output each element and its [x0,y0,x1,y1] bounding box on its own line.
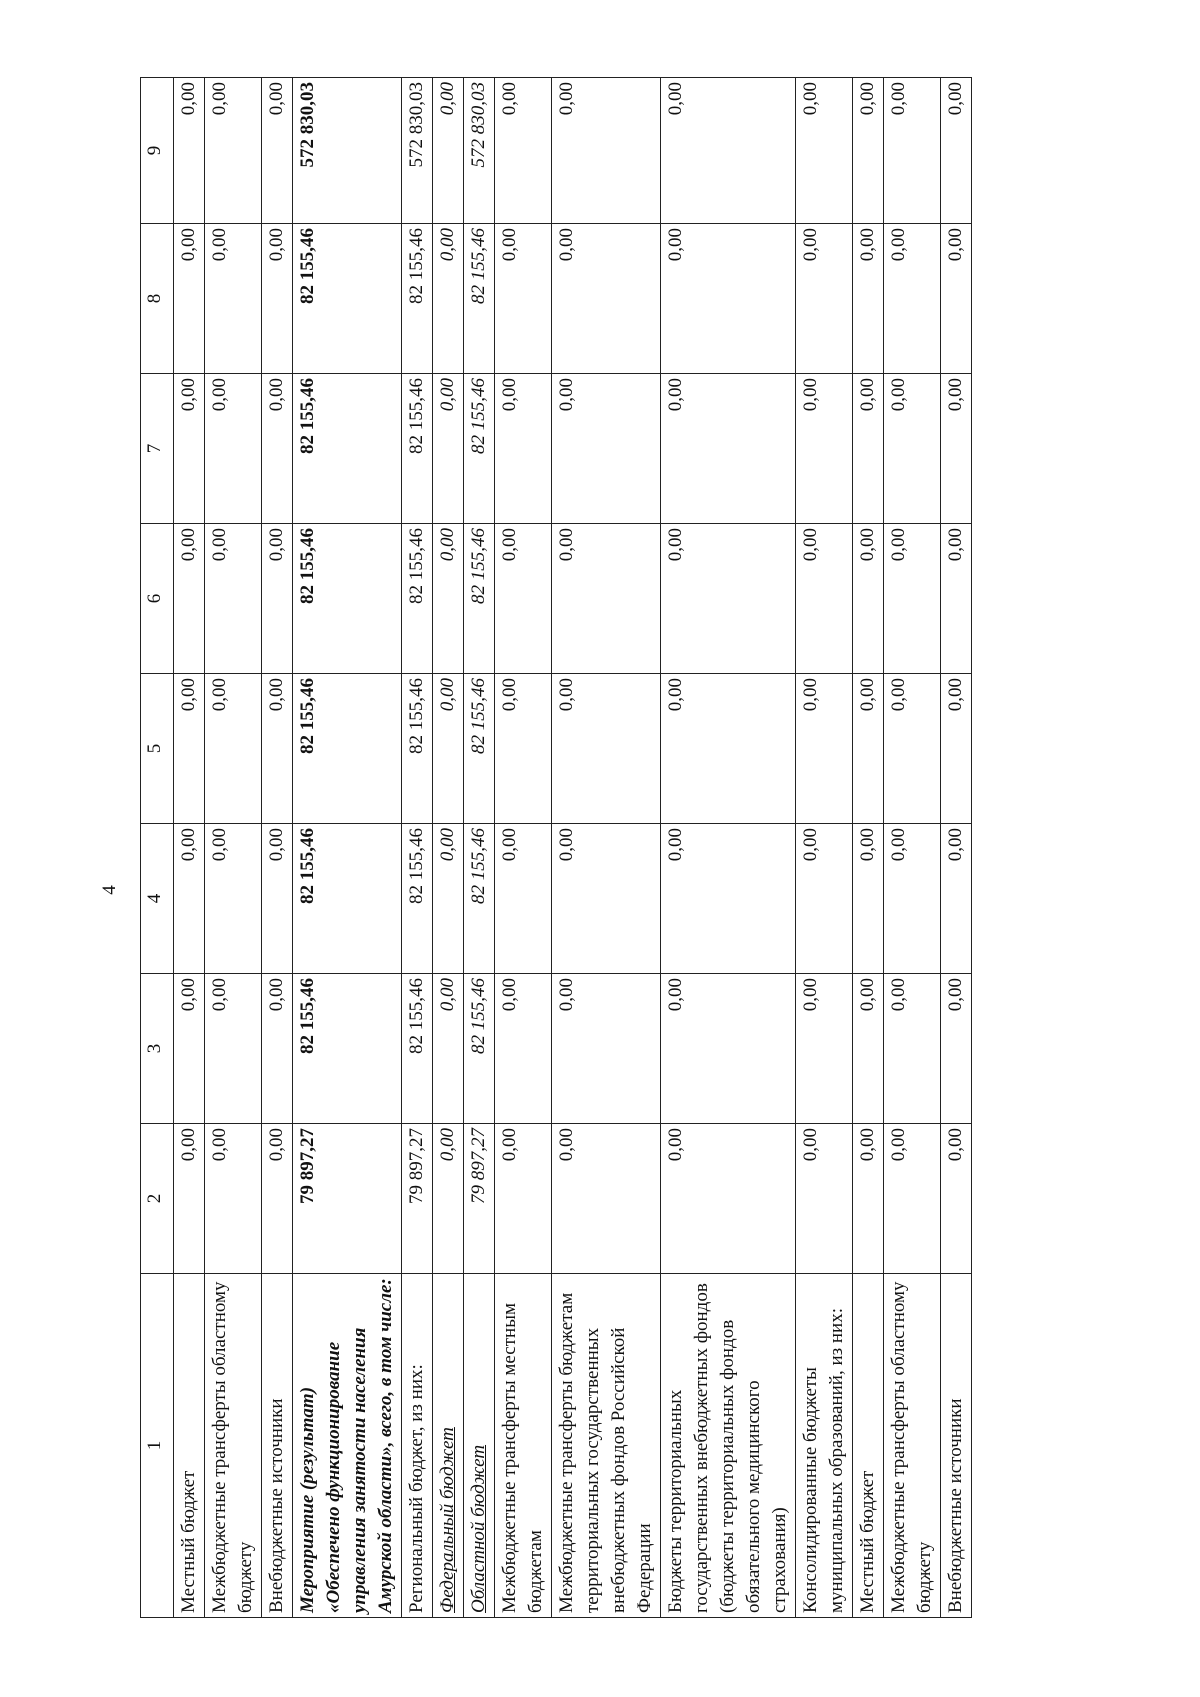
cell-value: 0,00 [495,824,552,974]
cell-value: 572 830,03 [293,78,402,224]
cell-value: 0,00 [174,1124,205,1274]
cell-value: 0,00 [661,974,796,1124]
cell-value: 0,00 [174,78,205,224]
rotated-table-container [140,78,1080,1618]
cell-value: 82 155,46 [402,524,433,674]
cell-value: 82 155,46 [402,224,433,374]
cell-value: 0,00 [941,974,972,1124]
table-body [174,78,972,1618]
cell-value: 0,00 [661,524,796,674]
cell-value: 0,00 [495,674,552,824]
cell-value: 82 155,46 [402,374,433,524]
cell-value: 0,00 [262,224,293,374]
cell-value: 0,00 [884,524,941,674]
row-label: Местный бюджет [853,1274,884,1618]
cell-value: 0,00 [853,824,884,974]
cell-value: 0,00 [174,524,205,674]
cell-value: 0,00 [262,524,293,674]
cell-value: 0,00 [941,824,972,974]
cell-value: 0,00 [552,1124,661,1274]
cell-value: 0,00 [205,974,262,1124]
cell-value: 0,00 [552,824,661,974]
cell-value: 0,00 [796,974,853,1124]
cell-value: 79 897,27 [293,1124,402,1274]
cell-value: 0,00 [262,374,293,524]
column-header-3: 3 [141,974,174,1124]
cell-value: 0,00 [552,78,661,224]
table-row [293,78,402,1618]
cell-value: 0,00 [941,1124,972,1274]
cell-value: 0,00 [853,974,884,1124]
cell-value: 0,00 [661,224,796,374]
cell-value: 82 155,46 [402,824,433,974]
cell-value: 0,00 [205,1124,262,1274]
row-label: Межбюджетные трансферты областному бюджету [205,1274,262,1618]
cell-value: 0,00 [552,524,661,674]
cell-value: 0,00 [495,1124,552,1274]
cell-value: 0,00 [262,974,293,1124]
table-row [941,78,972,1618]
cell-value: 82 155,46 [464,524,495,674]
cell-value: 0,00 [661,1124,796,1274]
cell-value: 79 897,27 [464,1124,495,1274]
cell-value: 0,00 [941,374,972,524]
cell-value: 0,00 [884,974,941,1124]
cell-value: 82 155,46 [464,824,495,974]
cell-value: 82 155,46 [293,974,402,1124]
budget-table [140,77,972,1618]
table-row [464,78,495,1618]
row-label: Бюджеты территориальных государственных внебюджетных фондов (бюджеты территориальных фондов обязательного медицинского страхования) [661,1274,796,1618]
cell-value: 82 155,46 [464,374,495,524]
table-row [796,78,853,1618]
row-label: Мероприятие (результат) «Обеспечено функционирование управления занятости населения Амурской области», всего, в том числе: [293,1274,402,1618]
cell-value: 0,00 [433,1124,464,1274]
cell-value: 0,00 [552,224,661,374]
cell-value: 0,00 [884,374,941,524]
cell-value: 0,00 [884,824,941,974]
cell-value: 0,00 [796,224,853,374]
cell-value: 0,00 [796,524,853,674]
cell-value: 0,00 [495,78,552,224]
cell-value: 0,00 [205,674,262,824]
cell-value: 0,00 [796,824,853,974]
table-header-row [141,78,174,1618]
row-label: Областной бюджет [464,1274,495,1618]
cell-value: 0,00 [661,78,796,224]
cell-value: 0,00 [433,974,464,1124]
table-row [884,78,941,1618]
cell-value: 0,00 [174,824,205,974]
row-label: Консолидированные бюджеты муниципальных образований, из них: [796,1274,853,1618]
cell-value: 0,00 [552,374,661,524]
cell-value: 0,00 [796,374,853,524]
cell-value: 0,00 [205,524,262,674]
row-label: Межбюджетные трансферты местным бюджетам [495,1274,552,1618]
column-header-6: 6 [141,524,174,674]
cell-value: 0,00 [262,78,293,224]
cell-value: 0,00 [262,674,293,824]
cell-value: 0,00 [433,674,464,824]
cell-value: 0,00 [796,1124,853,1274]
cell-value: 0,00 [262,824,293,974]
cell-value: 0,00 [433,374,464,524]
cell-value: 0,00 [174,974,205,1124]
table-row [661,78,796,1618]
cell-value: 0,00 [495,974,552,1124]
row-label: Внебюджетные источники [941,1274,972,1618]
cell-value: 0,00 [884,674,941,824]
cell-value: 0,00 [884,224,941,374]
cell-value: 82 155,46 [402,974,433,1124]
table-row [205,78,262,1618]
cell-value: 0,00 [205,78,262,224]
column-header-1: 1 [141,1274,174,1618]
cell-value: 0,00 [941,224,972,374]
cell-value: 0,00 [433,78,464,224]
cell-value: 0,00 [796,674,853,824]
cell-value: 0,00 [853,374,884,524]
cell-value: 82 155,46 [293,224,402,374]
cell-value: 82 155,46 [464,224,495,374]
cell-value: 572 830,03 [402,78,433,224]
cell-value: 0,00 [796,78,853,224]
cell-value: 0,00 [205,374,262,524]
cell-value: 0,00 [853,78,884,224]
cell-value: 82 155,46 [293,524,402,674]
cell-value: 0,00 [433,224,464,374]
column-header-4: 4 [141,824,174,974]
cell-value: 79 897,27 [402,1124,433,1274]
cell-value: 0,00 [884,1124,941,1274]
row-label: Региональный бюджет, из них: [402,1274,433,1618]
cell-value: 82 155,46 [293,674,402,824]
cell-value: 0,00 [262,1124,293,1274]
page-number: 4 [99,885,120,895]
cell-value: 0,00 [552,674,661,824]
cell-value: 0,00 [941,674,972,824]
cell-value: 0,00 [661,674,796,824]
cell-value: 0,00 [205,824,262,974]
column-header-8: 8 [141,224,174,374]
row-label: Местный бюджет [174,1274,205,1618]
cell-value: 0,00 [495,224,552,374]
cell-value: 0,00 [552,974,661,1124]
table-row [262,78,293,1618]
column-header-2: 2 [141,1124,174,1274]
cell-value: 82 155,46 [402,674,433,824]
table-row [402,78,433,1618]
cell-value: 0,00 [853,674,884,824]
cell-value: 82 155,46 [293,824,402,974]
cell-value: 82 155,46 [464,674,495,824]
cell-value: 0,00 [174,374,205,524]
row-label: Межбюджетные трансферты областному бюджету [884,1274,941,1618]
cell-value: 0,00 [174,674,205,824]
table-row [552,78,661,1618]
column-header-9: 9 [141,78,174,224]
cell-value: 0,00 [853,224,884,374]
cell-value: 0,00 [941,524,972,674]
cell-value: 82 155,46 [464,974,495,1124]
table-row [495,78,552,1618]
cell-value: 0,00 [661,374,796,524]
table-row [433,78,464,1618]
table-row [853,78,884,1618]
row-label: Межбюджетные трансферты бюджетам территориальных государственных внебюджетных фондов Российской Федерации [552,1274,661,1618]
cell-value: 0,00 [433,824,464,974]
column-header-7: 7 [141,374,174,524]
cell-value: 0,00 [853,1124,884,1274]
cell-value: 0,00 [174,224,205,374]
cell-value: 0,00 [884,78,941,224]
table-row [174,78,205,1618]
cell-value: 572 830,03 [464,78,495,224]
cell-value: 0,00 [433,524,464,674]
cell-value: 0,00 [495,374,552,524]
column-header-5: 5 [141,674,174,824]
cell-value: 0,00 [853,524,884,674]
cell-value: 0,00 [661,824,796,974]
cell-value: 0,00 [495,524,552,674]
cell-value: 82 155,46 [293,374,402,524]
row-label: Федеральный бюджет [433,1274,464,1618]
row-label: Внебюджетные источники [262,1274,293,1618]
cell-value: 0,00 [941,78,972,224]
cell-value: 0,00 [205,224,262,374]
